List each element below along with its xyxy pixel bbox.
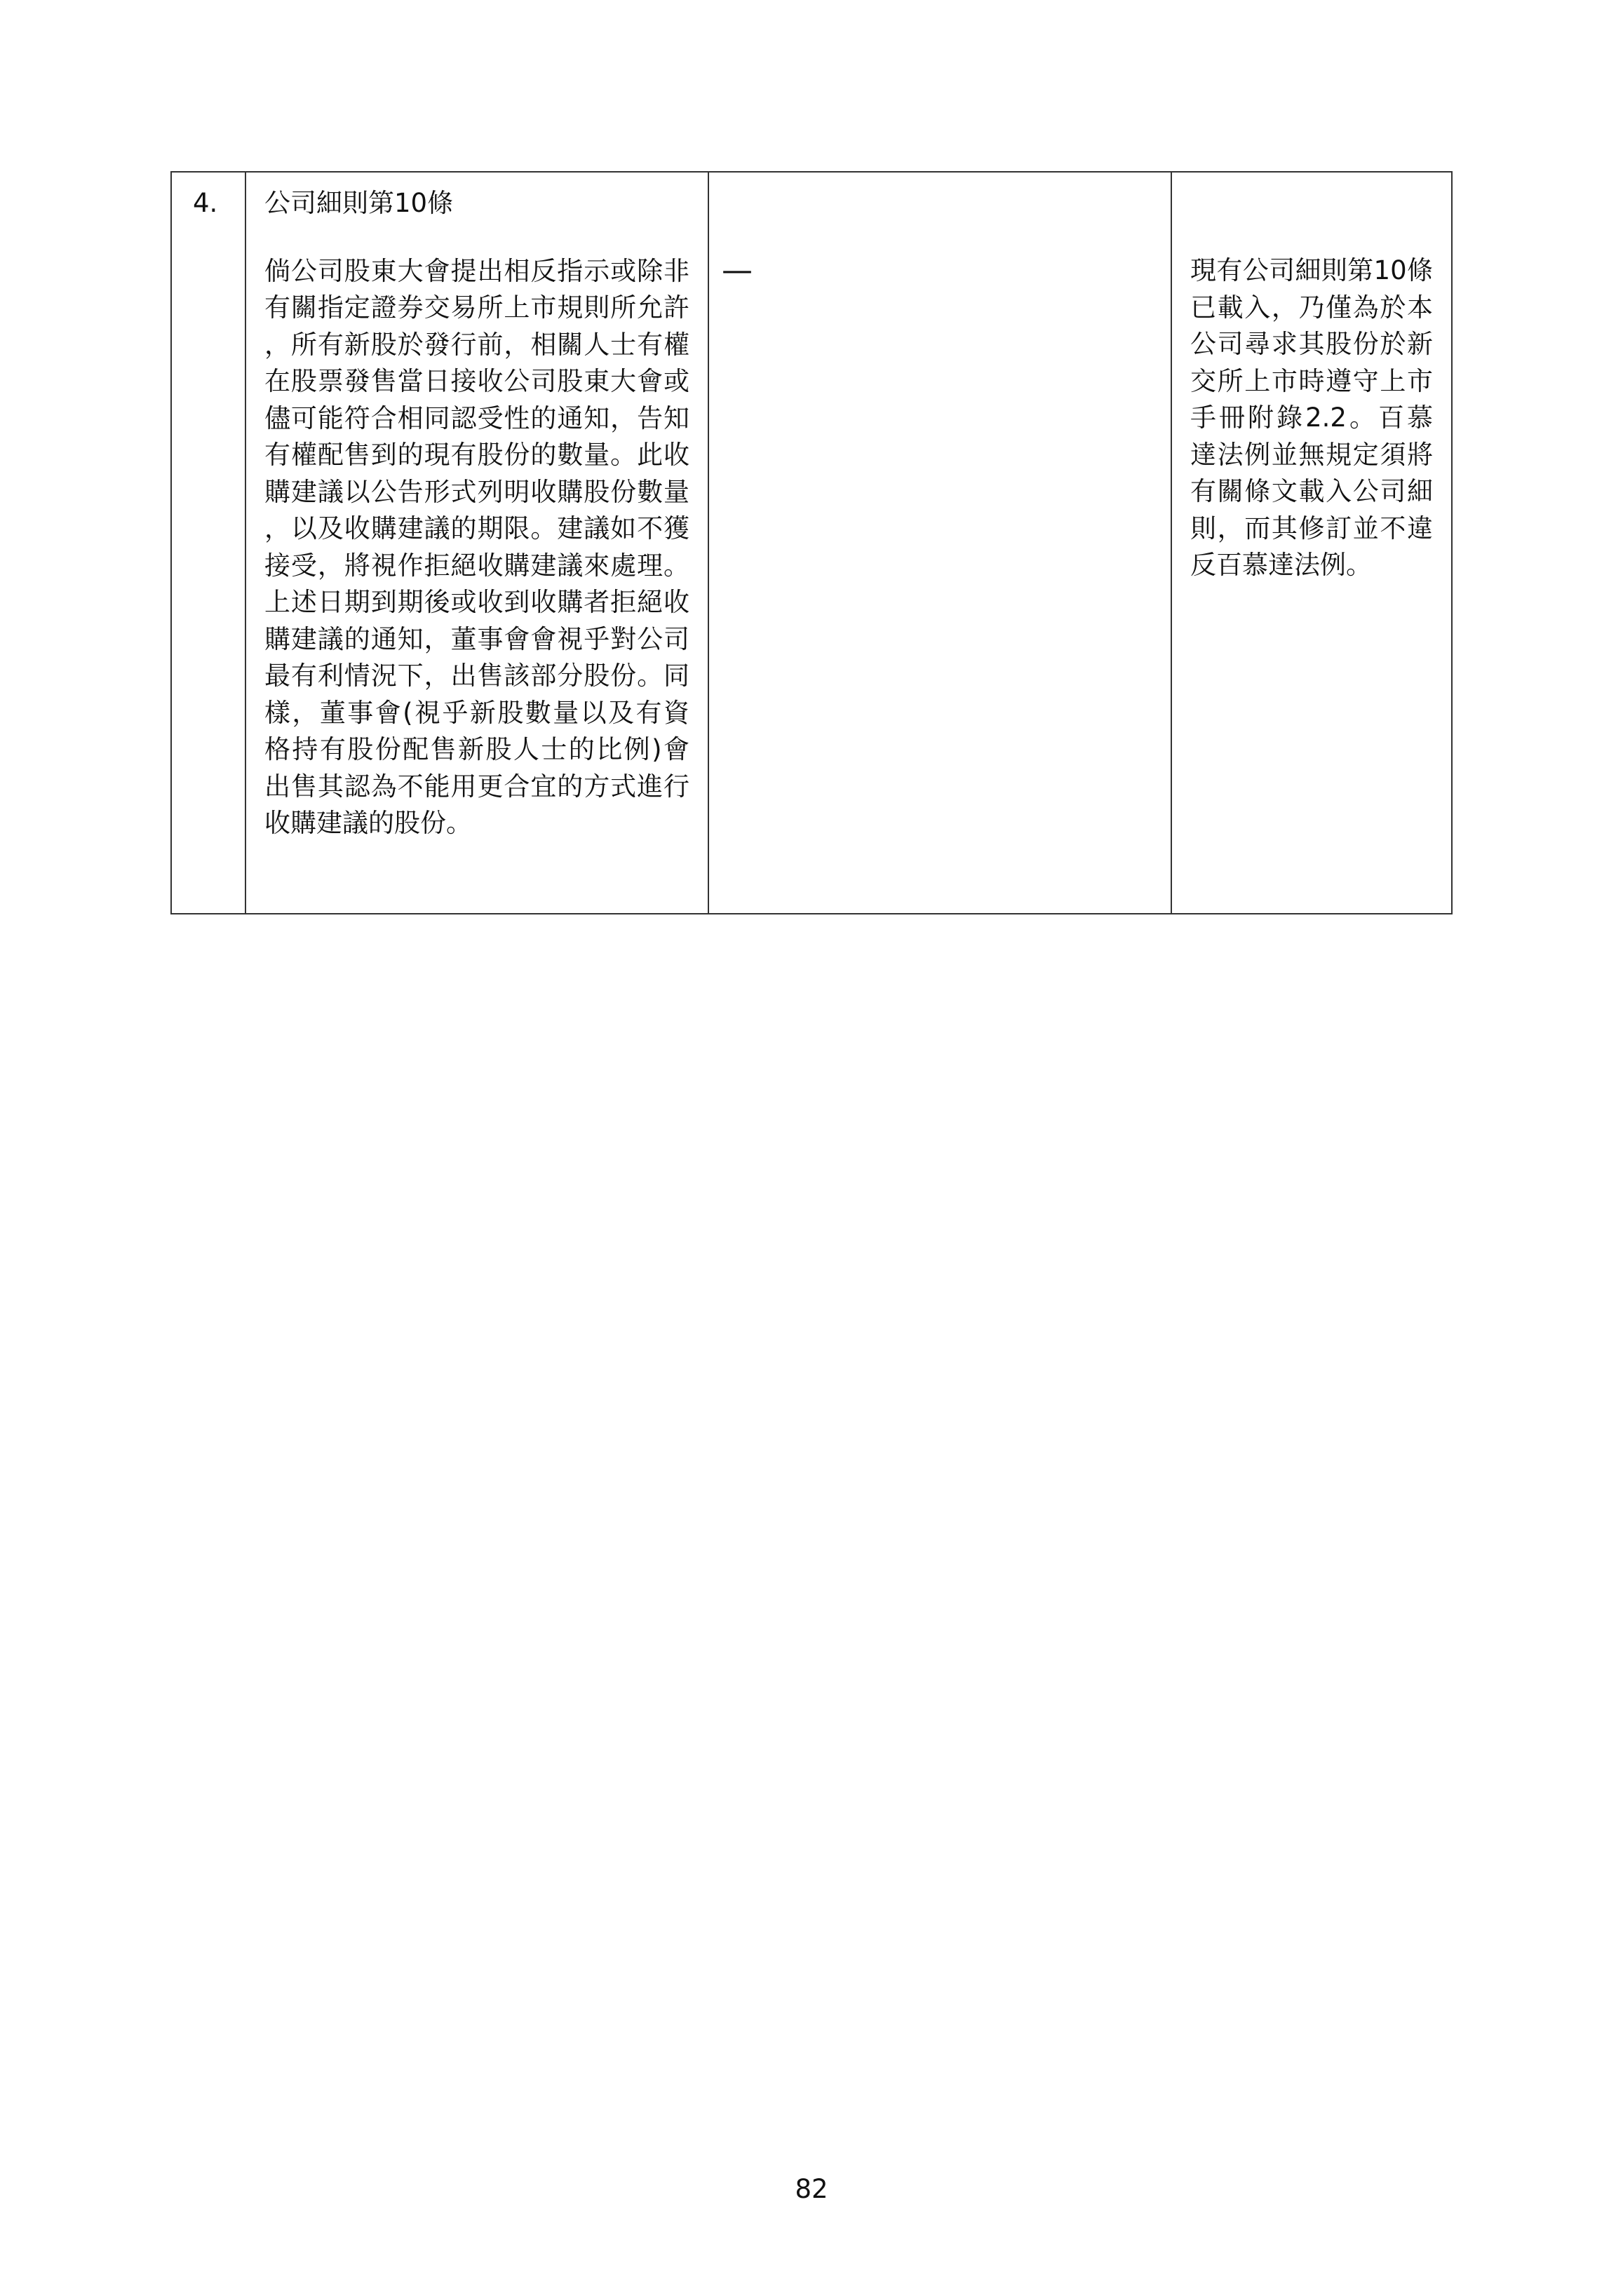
note-cell: [1171, 172, 1452, 914]
amendment-cell: [708, 172, 1171, 914]
clause-body: 倘公司股東大會提出相反指示或除非有關指定證券交易所上市規則所允許，所有新股於發行前，相關人士有權在股票發售當日接收公司股東大會或儘可能符合相同認受性的通知，告知有權配售到的現有股份的數量。此收購建議以公告形式列明收購股份數量，以及收購建議的期限。建議如不獲接受，將視作拒絕收購建議來處理。上述日期到期後或收到收購者拒絕收購建議的通知，董事會會視乎對公司最有利情況下，出售該部分股份。同樣，董事會(視乎新股數量以及有資格持有股份配售新股人士的比例)會出售其認為不能用更合宜的方式進行收購建議的股份。: [264, 255, 689, 838]
item-number: 4.: [193, 188, 218, 218]
page-number: 82: [795, 2174, 828, 2204]
amendment-table: [170, 171, 1453, 914]
note-text: 現有公司細則第10條已載入，乃僅為於本公司尋求其股份於新交所上市時遵守上市手冊附錄2.2。百慕達法例並無規定須將有關條文載入公司細則，而其修訂並不違反百慕達法例。: [1190, 255, 1433, 580]
amendment-dash: —: [722, 252, 753, 288]
clause-cell: [245, 172, 708, 914]
clause-title: 公司細則第10條: [264, 188, 454, 218]
table-row: [171, 172, 1452, 914]
item-number-cell: [171, 172, 245, 914]
